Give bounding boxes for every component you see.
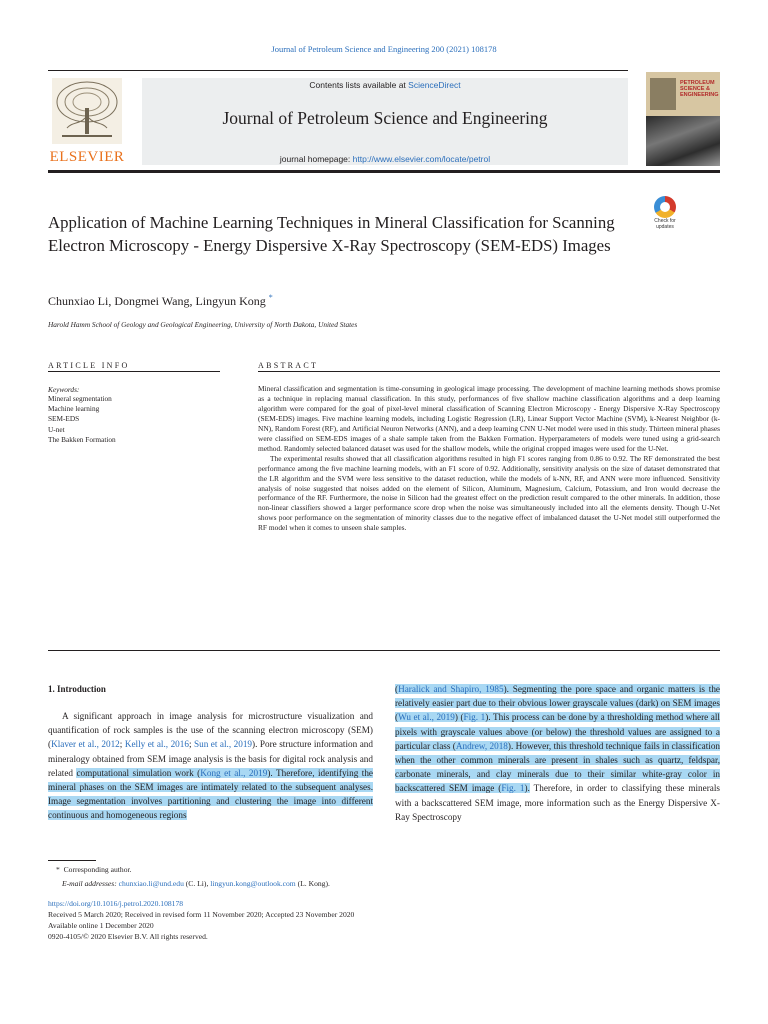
- check-for-updates-button[interactable]: [648, 196, 682, 232]
- figure-link[interactable]: Fig. 1: [463, 712, 486, 723]
- reference-link[interactable]: Haralick and Shapiro, 1985: [398, 684, 504, 694]
- elsevier-wordmark: ELSEVIER: [49, 149, 125, 165]
- email-addresses: [62, 878, 330, 889]
- corresponding-author-link[interactable]: *: [268, 293, 273, 302]
- intro-text: ;: [188, 739, 194, 750]
- reference-link[interactable]: Kong et al., 2019: [200, 767, 268, 778]
- keyword-item: Machine learning: [48, 404, 100, 414]
- journal-citation-link[interactable]: Journal of Petroleum Science and Engineering 200 (2021) 108178: [271, 44, 497, 54]
- intro-text: A significant approach in image analysis for microstructure visualization and quantification of rock samples is the use of the scanning electron microscopy (SEM) (: [48, 711, 373, 750]
- journal-homepage-link[interactable]: http://www.elsevier.com/locate/petrol: [352, 154, 491, 164]
- figure-link[interactable]: Fig. 1: [501, 783, 525, 794]
- reference-link[interactable]: Wu et al., 2019: [398, 712, 455, 723]
- keyword-list: [48, 394, 116, 445]
- authors-text: Chunxiao Li, Dongmei Wang, Lingyun Kong: [48, 294, 266, 308]
- introduction-heading: 1. Introduction: [48, 684, 106, 694]
- highlighted-text[interactable]: ). However, this threshold technique fails in classification when the other common minerals are present in shales such as quartz, feldspar, carbonate minerals, and clay minerals due to their similar white-gray color in backscattered SEM image (: [395, 740, 721, 794]
- elsevier-tree-icon: [52, 78, 122, 144]
- publication-info: [48, 898, 354, 942]
- corresponding-author-note: [56, 864, 132, 875]
- abstract-paragraph-1: Mineral classification and segmentation is time-consuming in geological image processing. The development of machine learning methods shows promise as a technique in replacing manual classification. In this study, performances of five shallow machine classification algorithms and a deep learning algorithm were compared for the goal of pixel-level mineral classification of Scanning Electron Microscopy - Energy Dispersive X-Ray Spectroscopy (SEM-EDS) images. Five machine learning models, including Logistic Regression (LR), Linear Support Vector Machine (SVM), k-Nearest Neighbor (k-NN), Random Forest (RF), and Artificial Neuron Networks (ANN), and a deep learning CNN U-Net model were used in this study. Thirteen mineral phases were classified on SEM-EDS images of a shale sample taken from the Bakken Formation. Hyperparameters of models were tuned using a grid-search method. Randomly selected balanced dataset was used for the shallow models, while the original cropped images were used for the U-Net.: [258, 384, 720, 453]
- author-list: [48, 293, 273, 309]
- doi-link[interactable]: https://doi.org/10.1016/j.petrol.2020.108178: [48, 899, 184, 908]
- keyword-item: Mineral segmentation: [48, 394, 112, 403]
- highlighted-text[interactable]: (: [395, 684, 399, 694]
- footnote-rule: [48, 860, 96, 861]
- article-title: Application of Machine Learning Techniques in Mineral Classification for Scanning Electron Microscopy - Energy Dispersive X-Ray Spectroscopy (SEM-EDS) Images: [48, 213, 615, 255]
- highlighted-text[interactable]: computational simulation work (: [76, 767, 201, 778]
- available-online: Available online 1 December 2020: [48, 921, 154, 930]
- abstract-heading: ABSTRACT: [258, 361, 319, 370]
- article-info-heading: ARTICLE INFO: [48, 361, 130, 370]
- cover-title: PETROLEUM SCIENCE & ENGINEERING: [680, 80, 719, 98]
- intro-text: ;: [119, 739, 125, 750]
- email-link[interactable]: chunxiao.li@und.edu: [118, 879, 184, 888]
- highlighted-text[interactable]: ). This process can be done by a thresholding method where all pixels with grayscale values above (or below) the threshold values are assigned to a particular class (: [395, 712, 720, 751]
- highlighted-text[interactable]: ). Therefore, identifying the mineral phases on the SEM images are intimately related to the subsequent analyses. Image segmentation involves partitioning and clustering the image into different continuous and homogeneous regions: [48, 767, 373, 821]
- email-label: E-mail addresses:: [62, 879, 117, 888]
- reference-link[interactable]: Sun et al., 2019: [194, 739, 253, 750]
- reference-link[interactable]: Klaver et al., 2012: [51, 739, 120, 750]
- cover-strip: [650, 78, 676, 110]
- article-info-rule: [48, 371, 220, 372]
- email-owner: (C. Li),: [183, 879, 211, 888]
- journal-title: Journal of Petroleum Science and Engineering: [222, 108, 548, 128]
- elsevier-logo[interactable]: [48, 78, 130, 164]
- reference-link[interactable]: Andrew, 2018: [455, 740, 508, 751]
- cover-photo: [646, 116, 720, 166]
- email-link[interactable]: lingyun.kong@outlook.com: [210, 879, 296, 888]
- email-owner: (L. Kong).: [295, 879, 330, 888]
- abstract-paragraph-2: The experimental results showed that all classification algorithms resulted in high F1 scores ranging from 0.86 to 0.92. The RF demonstrated the best performance among the five machine learning models, with an F1 score of 0.92. Additionally, sensitivity analysis on the size of dataset demonstrated that the LR algorithm and the SVM were less sensitive to the dataset reduction, while the models of k-NN, RF, and ANN were more influenced. Sensitivity analysis of noise suggested that noises added on the element of Silicon, Aluminum, Magnesium, Calcium, Potassium, and Iron would decrease the performance of the RF. Furthermore, the noise in Silicon had the greatest effect on the prediction result compared to the other minerals. In addition, those non-linear classifiers showed a larger performance score drop when the noise was simultaneously included into all the elements density. Though U-Net shows poor performance on the segmentation of minority classes due to the negative effect of imbalanced dataset the U-Net model still outperformed the RF model when it comes to unseen shale samples.: [258, 453, 720, 533]
- abstract-body: [258, 384, 720, 533]
- footnote-text: Corresponding author.: [63, 865, 132, 874]
- sciencedirect-link[interactable]: ScienceDirect: [408, 80, 461, 90]
- keyword-item: The Bakken Formation: [48, 434, 116, 444]
- intro-left-column: [48, 709, 373, 823]
- abstract-end-rule: [48, 650, 720, 651]
- header-bottom-rule: [48, 170, 720, 173]
- homepage-line: [142, 154, 628, 164]
- journal-cover-image[interactable]: [646, 72, 720, 166]
- intro-text: ). Pore structure information and mineralogy obtained from SEM image analysis is the basis for digital rock analysis and related: [48, 739, 373, 778]
- copyright: 0920-4105/© 2020 Elsevier B.V. All rights reserved.: [48, 932, 208, 941]
- check-for-updates-label: Check for updates: [654, 218, 676, 230]
- affiliation: Harold Hamm School of Geology and Geological Engineering, University of North Dakota, United States: [48, 320, 358, 329]
- highlighted-text[interactable]: ). Segmenting the pore space and organic matters is the relatively easier part due to their obvious lower grayscale values (dark) on SEM images (: [395, 684, 720, 723]
- check-for-updates-icon: [654, 196, 676, 218]
- journal-header: [48, 70, 628, 165]
- keyword-item: SEM-EDS: [48, 414, 80, 424]
- homepage-prefix: journal homepage:: [279, 154, 353, 164]
- received-dates: Received 5 March 2020; Received in revised form 11 November 2020; Accepted 23 November 2020: [48, 910, 355, 919]
- footnote-mark: *: [56, 865, 60, 874]
- intro-right-column: [395, 682, 720, 824]
- highlighted-text[interactable]: ).: [524, 783, 530, 794]
- keyword-item: U-net: [48, 424, 65, 434]
- highlighted-text[interactable]: ) (: [454, 712, 464, 723]
- reference-link[interactable]: Kelly et al., 2016: [124, 739, 189, 750]
- contents-line: [142, 80, 628, 90]
- abstract-heading-rule: [258, 371, 720, 372]
- contents-prefix: Contents lists available at: [309, 80, 409, 90]
- intro-text: Therefore, in order to classifying these minerals with a backscattered SEM image, more information such as the Energy Dispersive X-Ray Spectroscopy: [395, 783, 720, 822]
- keywords-label: Keywords:: [48, 385, 80, 394]
- journal-info-box: [142, 78, 628, 165]
